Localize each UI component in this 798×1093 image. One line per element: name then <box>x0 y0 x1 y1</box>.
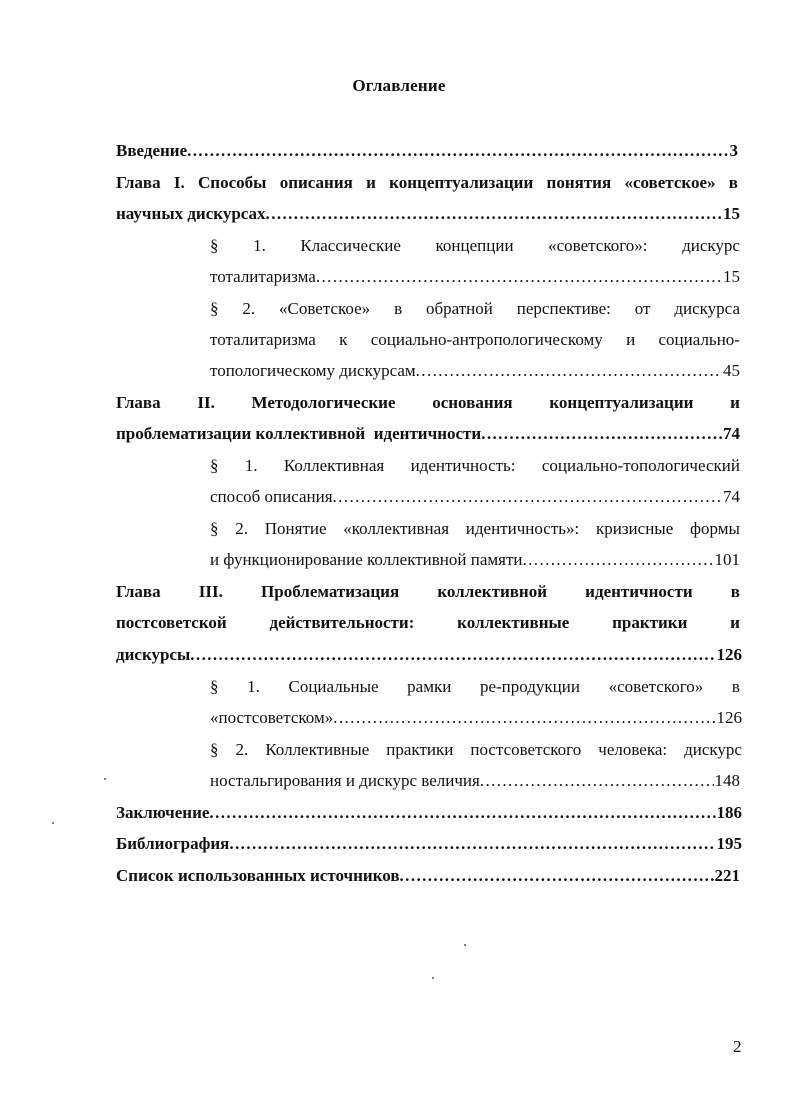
toc-page-number: 74 <box>723 487 740 506</box>
toc-section-1-1-line2[interactable] <box>210 266 740 288</box>
toc-page-number: 221 <box>714 866 740 885</box>
word: «Советское» <box>279 299 371 318</box>
word: дискурса <box>674 299 740 318</box>
toc-entry-label: и функционирование коллективной памяти <box>210 550 523 569</box>
word: постсоветского <box>470 740 582 759</box>
toc-page-number: 195 <box>716 834 742 853</box>
word: от <box>634 299 651 318</box>
word: идентичность»: <box>465 519 580 538</box>
toc-section-2-1-line2[interactable] <box>210 486 740 508</box>
word: постсоветской <box>116 613 227 632</box>
toc-section-3-2-line1[interactable] <box>210 739 742 761</box>
word: идентичности <box>585 582 693 601</box>
word: в <box>728 173 738 192</box>
toc-entry-sources[interactable] <box>116 865 740 887</box>
page-number: 2 <box>733 1037 742 1056</box>
word: дискурс <box>682 236 740 255</box>
word: к <box>339 330 348 349</box>
word: Проблематизация <box>261 582 400 601</box>
toc-page-number: 15 <box>723 204 740 223</box>
toc-entry-label: тоталитаризма <box>210 267 316 286</box>
section-sign: § <box>210 740 219 759</box>
dot-leader <box>481 423 722 445</box>
word: Глава <box>116 173 161 192</box>
word: практики <box>386 740 454 759</box>
dot-leader <box>480 770 714 792</box>
word: 1. <box>253 236 266 255</box>
toc-chapter-3-line1[interactable] <box>116 581 740 603</box>
toc-page-number: 101 <box>714 550 740 569</box>
dot-leader <box>229 833 715 855</box>
scan-speck <box>52 822 54 824</box>
toc-entry-label: способ описания <box>210 487 333 506</box>
word: концептуализации <box>389 173 534 192</box>
word: Методологические <box>251 393 396 412</box>
toc-page-number: 126 <box>716 645 742 664</box>
word: и <box>730 393 740 412</box>
toc-page-number: 3 <box>729 141 738 160</box>
word: описания <box>279 173 353 192</box>
dot-leader <box>523 549 714 571</box>
toc-entry-label: ностальгирования и дискурс величия <box>210 771 480 790</box>
toc-section-3-1-line1[interactable] <box>210 676 740 698</box>
toc-page-number: 45 <box>723 361 740 380</box>
toc-entry-label: Введение <box>116 141 188 160</box>
dot-leader <box>266 203 722 225</box>
toc-entry-label: дискурсы <box>116 645 191 664</box>
word: Способы <box>198 173 267 192</box>
section-sign: § <box>210 236 219 255</box>
toc-entry-intro[interactable] <box>116 140 738 162</box>
word: 2. <box>235 519 248 538</box>
section-sign: § <box>210 519 219 538</box>
toc-page-number: 148 <box>714 771 740 790</box>
word: 2. <box>242 299 256 318</box>
word: «коллективная <box>343 519 450 538</box>
word: перспективе: <box>516 299 611 318</box>
word: Глава <box>116 582 161 601</box>
dot-leader <box>333 486 722 508</box>
word: Коллективные <box>265 740 370 759</box>
toc-entry-label: научных дискурсах <box>116 204 266 223</box>
section-sign: § <box>210 299 219 318</box>
word: социально-топологический <box>541 456 740 475</box>
toc-entry-bibliography[interactable] <box>116 833 742 855</box>
word: Глава <box>116 393 161 412</box>
toc-chapter-1-line1[interactable] <box>116 172 738 194</box>
word: II. <box>197 393 215 412</box>
word: и <box>730 613 740 632</box>
dot-leader <box>333 707 715 729</box>
toc-section-2-2-line2[interactable] <box>210 549 740 571</box>
word: 1. <box>247 677 260 696</box>
scan-speck <box>432 977 434 979</box>
word: социально-антропологическому <box>370 330 603 349</box>
word: формы <box>690 519 740 538</box>
word: социально- <box>658 330 740 349</box>
word: I. <box>173 173 185 192</box>
toc-entry-label: топологическому дискурсам <box>210 361 416 380</box>
word: человека: <box>598 740 668 759</box>
dot-leader <box>190 644 715 666</box>
word: обратной <box>426 299 493 318</box>
toc-section-2-1-line1[interactable] <box>210 455 740 477</box>
word: III. <box>198 582 223 601</box>
word: тоталитаризма <box>210 330 316 349</box>
toc-page-number: 186 <box>716 803 742 822</box>
word: дискурс <box>684 740 742 759</box>
toc-section-1-2-line1[interactable] <box>210 298 740 320</box>
word: практики <box>612 613 688 632</box>
word: Социальные <box>288 677 379 696</box>
word: понятия <box>546 173 612 192</box>
word: кризисные <box>595 519 674 538</box>
dot-leader <box>187 140 728 162</box>
toc-page-number: 126 <box>716 708 742 727</box>
dot-leader <box>316 266 722 288</box>
word: «советского» <box>608 677 704 696</box>
dot-leader <box>209 802 715 824</box>
toc-chapter-2-line1[interactable] <box>116 392 740 414</box>
word: концептуализации <box>549 393 694 412</box>
word: и <box>626 330 636 349</box>
word: ре-продукции <box>479 677 580 696</box>
toc-section-1-2-line2[interactable] <box>210 329 740 351</box>
word: коллективные <box>457 613 570 632</box>
word: Понятие <box>264 519 327 538</box>
word: и <box>366 173 376 192</box>
word: основания <box>432 393 513 412</box>
toc-entry-label: проблематизации коллективной идентичности <box>116 424 482 443</box>
word: «советского»: <box>548 236 648 255</box>
word: в <box>730 582 740 601</box>
toc-section-3-1-line2[interactable] <box>210 707 742 729</box>
toc-chapter-2-line2[interactable] <box>116 423 740 445</box>
toc-entry-label: «постсоветском» <box>210 708 334 727</box>
word: действительности: <box>269 613 415 632</box>
section-sign: § <box>210 456 219 475</box>
dot-leader <box>416 360 722 382</box>
toc-entry-label: Библиография <box>116 834 230 853</box>
toc-section-3-2-line2[interactable] <box>210 770 740 792</box>
toc-chapter-1-line2[interactable] <box>116 203 740 225</box>
word: Коллективная <box>283 456 385 475</box>
toc-chapter-3-line3[interactable] <box>116 644 742 666</box>
word: коллективной <box>437 582 548 601</box>
word: идентичность: <box>410 456 516 475</box>
word: в <box>394 299 403 318</box>
dot-leader <box>400 865 714 887</box>
word: 2. <box>235 740 249 759</box>
scan-speck <box>104 778 106 780</box>
word: в <box>731 677 740 696</box>
toc-section-2-2-line1[interactable] <box>210 518 740 540</box>
word: «советское» <box>624 173 716 192</box>
word: рамки <box>407 677 452 696</box>
toc-entry-label: Заключение <box>116 803 210 822</box>
section-sign: § <box>210 677 219 696</box>
toc-page-number: 74 <box>723 424 740 443</box>
toc-title: Оглавление <box>352 76 446 95</box>
toc-section-1-1-line1[interactable] <box>210 235 740 257</box>
toc-section-1-2-line3[interactable] <box>210 360 740 382</box>
word: Классические <box>300 236 401 255</box>
toc-entry-label: Список использованных источников <box>116 866 400 885</box>
toc-page-number: 15 <box>723 267 740 286</box>
toc-entry-conclusion[interactable] <box>116 802 742 824</box>
word: 1. <box>244 456 258 475</box>
scan-speck <box>464 944 466 946</box>
word: концепции <box>435 236 514 255</box>
toc-chapter-3-line2[interactable] <box>116 612 740 634</box>
